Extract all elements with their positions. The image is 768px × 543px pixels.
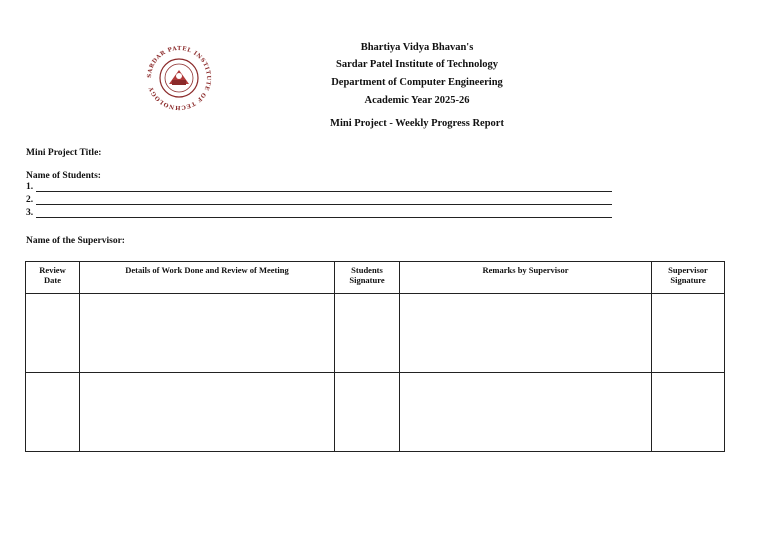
col-header-work-details: Details of Work Done and Review of Meeting: [80, 262, 335, 294]
table-row: [26, 373, 725, 452]
table-cell[interactable]: [400, 294, 652, 373]
progress-table: [25, 261, 725, 452]
col-header-supervisor-signature: Supervisor Signature: [652, 262, 725, 294]
student-line-number: 3.: [26, 208, 34, 218]
table-cell[interactable]: [335, 294, 400, 373]
col-header-remarks: Remarks by Supervisor: [400, 262, 652, 294]
table-cell[interactable]: [652, 373, 725, 452]
table-header-row: [26, 262, 725, 294]
fill-in-line: [36, 204, 612, 205]
table-cell[interactable]: [652, 294, 725, 373]
table-cell[interactable]: [335, 373, 400, 452]
project-title-label: Mini Project Title:: [26, 148, 102, 158]
students-label: Name of Students:: [26, 171, 101, 181]
col-header-review-date: Review Date: [26, 262, 80, 294]
header-institute: Sardar Patel Institute of Technology: [336, 59, 498, 70]
student-line-1: [26, 182, 612, 194]
table-cell[interactable]: [80, 373, 335, 452]
supervisor-label: Name of the Supervisor:: [26, 236, 125, 246]
fill-in-line: [36, 217, 612, 218]
table-cell[interactable]: [80, 294, 335, 373]
table-cell[interactable]: [26, 373, 80, 452]
header-academic-year: Academic Year 2025-26: [364, 95, 470, 106]
table-cell[interactable]: [26, 294, 80, 373]
fill-in-line: [36, 191, 612, 192]
student-line-number: 1.: [26, 182, 34, 192]
report-title: Mini Project - Weekly Progress Report: [330, 118, 504, 129]
institute-logo: [144, 44, 214, 112]
logo-ring-text: SARDAR PATEL INSTITUTE OF TECHNOLOGY: [146, 45, 212, 111]
table-cell[interactable]: [400, 373, 652, 452]
student-line-number: 2.: [26, 195, 34, 205]
student-line-2: [26, 195, 612, 207]
table-row: [26, 294, 725, 373]
header-department: Department of Computer Engineering: [331, 77, 503, 88]
col-header-students-signature: Students Signature: [335, 262, 400, 294]
header-foundation: Bhartiya Vidya Bhavan's: [360, 42, 474, 53]
student-line-3: [26, 208, 612, 220]
